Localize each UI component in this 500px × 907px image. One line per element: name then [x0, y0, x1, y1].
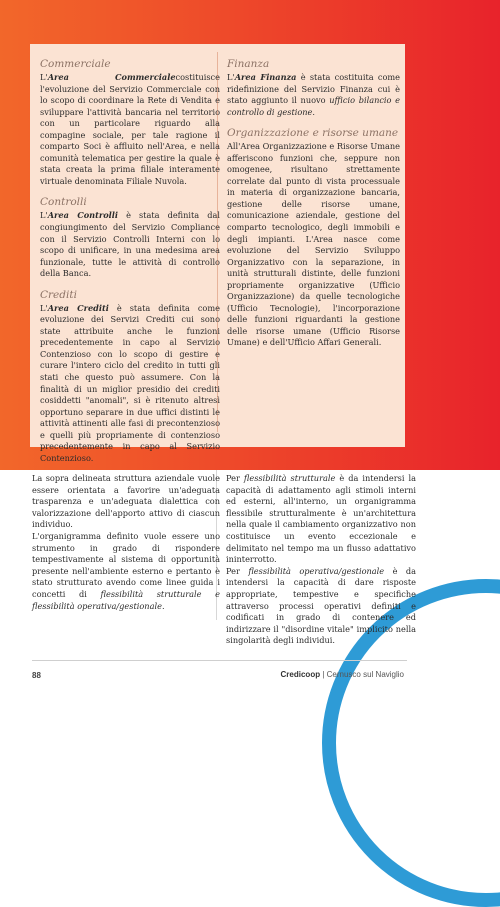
bottom-left-paragraph-2: L'organigramma definito vuole essere uno strumento in grado di rispondere tempestivamente al sistema di opportunità presente nell'ambiente esterno e pertanto è stato strutturato avendo come linee guida i concetti di flessibilità strutturale e flessibilità operativa/gestionale.: [32, 530, 220, 611]
paragraph-finanza: L'Area Finanza è stata costituita come ridefinizione del Servizio Finanza cui è stato aggiunto il nuovo ufficio bilancio e controllo di gestione.: [227, 72, 400, 117]
paragraph-crediti: L'Area Crediti è stata definita come evoluzione dei Servizi Crediti cui sono state attribuite anche le funzioni precedentemente in capo al Servizio Contenzioso con lo scopo di gestire e curare l'intero ciclo del credito in tutti gli stati che questo può assumere. Con la finalità di un miglior presidio dei crediti cosiddetti "anomali", si è ritenuto altresì opportuno separare in due uffici distinti le attività attinenti alle fasi di precontenzioso e quelli più propriamente di contenzioso precedentemente in capo al Servizio Contenzioso.: [40, 302, 220, 463]
footer-brand: Credicoop | Cernusco sul Naviglio: [280, 670, 404, 679]
bottom-left-paragraph-1: La sopra delineata struttura aziendale vuole essere orientata a favorire un'adeguata trasparenza e un'adeguata dialettica con valorizzazione dell'apporto attivo di ciascun individuo.: [32, 473, 220, 530]
heading-finanza: Finanza: [227, 58, 270, 70]
bottom-left-column: [32, 473, 220, 612]
heading-organizzazione: Organizzazione e risorse umane: [227, 127, 399, 140]
right-column: [227, 58, 400, 358]
left-column: [40, 58, 220, 473]
bottom-right-paragraph-1: Per flessibilità strutturale è da intendersi la capacità di adattamento agli stimoli interni ed esterni, all'interno, un organigramma flessibile strutturalmente è un'architettura nella quale il cambiamento organizzativo non costituisce un evento eccezionale e delimitato nel tempo ma un flusso adattativo ininterrotto.: [226, 473, 416, 565]
bottom-right-paragraph-2: Per flessibilità operativa/gestionale è da intendersi la capacità di dare risposte appropriate, tempestive e specifiche attraverso processi operativi definiti e codificati in grado di contenere ed indirizzare il "disordine vitale" implicito nella singolarità degli individui.: [226, 565, 416, 646]
heading-crediti: Crediti: [40, 288, 77, 301]
paragraph-organizzazione: All'Area Organizzazione e Risorse Umane afferiscono funzioni che, seppure non omogenee, risultano strettamente correlate dal punto di vista processuale in materia di organizzazione bancaria, gestione delle risorse umane, comunicazione aziendale, gestione del comparto tecnologico, degli immobili e degli impianti. L'Area nasce come evoluzione del Servizio Sviluppo Organizzativo con la separazione, in unità strutturali distinte, delle funzioni propriamente organizzative (Ufficio Organizzazione) da quelle tecnologiche (Ufficio Tecnologie), l'incorporazione delle funzioni riguardanti la gestione delle risorse umane (Ufficio Risorse Umane) e dell'Ufficio Affari Generali.: [227, 141, 400, 348]
heading-controlli: Controlli: [40, 196, 87, 209]
footer-divider: [32, 660, 407, 661]
bottom-right-column: [226, 473, 416, 647]
paragraph-controlli: L'Area Controlli è stata definita dal congiungimento del Servizio Compliance con il Servizio Controlli Interni con lo scopo di unificare, in una medesima area funzionale, tutte le attività di controllo della Banca.: [40, 210, 220, 279]
heading-commerciale: Commerciale: [40, 58, 111, 70]
paragraph-commerciale: L'Area Commercialecostituisce l'evoluzione del Servizio Commerciale con lo scopo di coordinare la Rete di Vendita e sviluppare l'attività bancaria nel territorio con un particolare riguardo alla compagine sociale, per tale ragione il comparto Soci è affluito nell'Area, e nella comunità telematica per gestire la quale è stata creata la prima filiale interamente virtuale denominata Filiale Nuvola.: [40, 72, 220, 186]
page-number: 88: [32, 671, 41, 680]
